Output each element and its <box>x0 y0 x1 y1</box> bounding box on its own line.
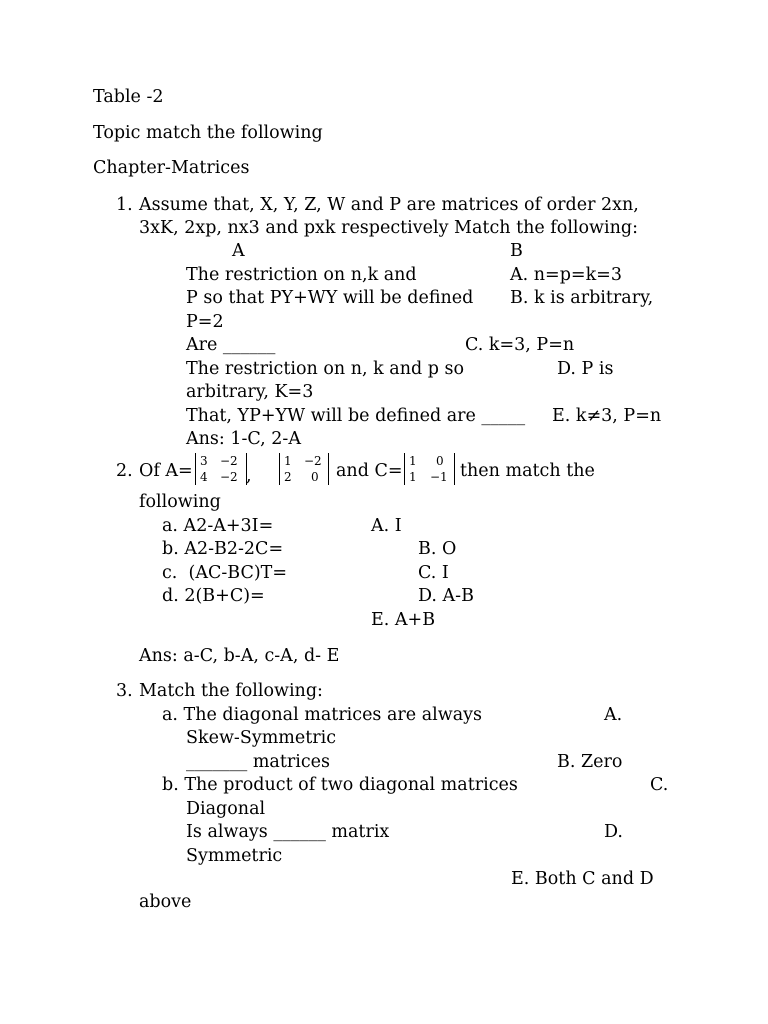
q1-row-6: arbitrary, K=3 <box>186 382 314 402</box>
q3-item-a-line-2: Skew-Symmetric <box>186 728 337 748</box>
q3-number: 3. <box>116 681 133 701</box>
q1-row-4-left: Are ______ <box>186 335 276 355</box>
matrix-b-cell: 2 <box>284 470 292 484</box>
q1-text-line-1: Assume that, X, Y, Z, W and P are matrices of order 2xn, <box>139 195 639 215</box>
q1-text-line-2: 3xK, 2xp, nx3 and pxk respectively Match the following: <box>139 218 638 238</box>
q1-option-c: C. k=3, P=n <box>465 335 575 355</box>
q2-item-b: b. A2-B2-2C= <box>162 539 284 559</box>
q1-row-2-left: P so that PY+WY will be defined <box>186 288 474 308</box>
q1-answer: Ans: 1-C, 2-A <box>186 429 301 449</box>
q3-item-a-line-3: _______ matrices <box>186 752 330 772</box>
q2-option-b: B. O <box>418 539 457 559</box>
q2-and-c-text: and C= <box>336 461 403 481</box>
q2-item-d: d. 2(B+C)= <box>162 586 265 606</box>
q3-option-a: A. <box>604 705 623 725</box>
q1-number: 1. <box>116 195 133 215</box>
matrix-a <box>195 453 247 485</box>
q2-option-a: A. I <box>371 516 402 536</box>
matrix-b-cell: 1 <box>284 454 292 468</box>
q2-option-e: E. A+B <box>371 610 436 630</box>
q1-option-a: A. n=p=k=3 <box>510 265 622 285</box>
q3-item-a-line-1: a. The diagonal matrices are always <box>162 705 483 725</box>
q1-row-3: P=2 <box>186 312 224 332</box>
q2-of-a-text: Of A= <box>139 461 193 481</box>
matrix-c-cell: −1 <box>430 470 448 484</box>
q3-option-b: B. Zero <box>557 752 623 772</box>
q3-title: Match the following: <box>139 681 323 701</box>
q2-item-a: a. A2-A+3I= <box>162 516 274 536</box>
q3-option-d: D. <box>604 822 623 842</box>
q3-above-text: above <box>139 892 192 912</box>
q3-item-b-line-4: Symmetric <box>186 846 283 866</box>
matrix-a-cell: −2 <box>220 470 238 484</box>
q1-option-e: E. k≠3, P=n <box>552 406 662 426</box>
q1-option-d: D. P is <box>557 359 614 379</box>
q2-answer: Ans: a-C, b-A, c-A, d- E <box>139 646 340 666</box>
matrix-a-cell: 4 <box>200 470 208 484</box>
q2-item-c: c. (AC-BC)T= <box>162 563 287 583</box>
matrix-c <box>404 453 455 485</box>
q1-row-5-left: The restriction on n, k and p so <box>186 359 465 379</box>
q3-item-b-line-3: Is always ______ matrix <box>186 822 390 842</box>
q1-row-7-left: That, YP+YW will be defined are _____ <box>186 406 526 426</box>
q3-option-e: E. Both C and D <box>511 869 654 889</box>
topic-line: Topic match the following <box>93 123 323 143</box>
q2-then-text: then match the <box>460 461 595 481</box>
matrix-b-cell: −2 <box>304 454 322 468</box>
q3-item-b-line-2: Diagonal <box>186 799 266 819</box>
matrix-a-cell: −2 <box>220 454 238 468</box>
chapter-line: Chapter-Matrices <box>93 158 250 178</box>
q1-column-b-header: B <box>510 241 523 261</box>
q2-number: 2. <box>116 461 133 481</box>
q1-row-1-left: The restriction on n,k and <box>186 265 417 285</box>
table-label: Table -2 <box>93 87 164 107</box>
matrix-b-cell: 0 <box>311 470 319 484</box>
matrix-c-cell: 1 <box>409 454 417 468</box>
matrix-c-cell: 1 <box>409 470 417 484</box>
matrix-c-cell: 0 <box>436 454 444 468</box>
q2-option-c: C. I <box>418 563 449 583</box>
q2-following-text: following <box>139 492 221 512</box>
q3-option-c: C. <box>650 775 669 795</box>
q2-option-d: D. A-B <box>418 586 474 606</box>
q3-item-b-line-1: b. The product of two diagonal matrices <box>162 775 518 795</box>
matrix-b <box>279 453 329 485</box>
q2-comma: , <box>246 466 252 486</box>
matrix-a-cell: 3 <box>200 454 208 468</box>
q1-column-a-header: A <box>232 241 245 261</box>
q1-option-b: B. k is arbitrary, <box>510 288 654 308</box>
